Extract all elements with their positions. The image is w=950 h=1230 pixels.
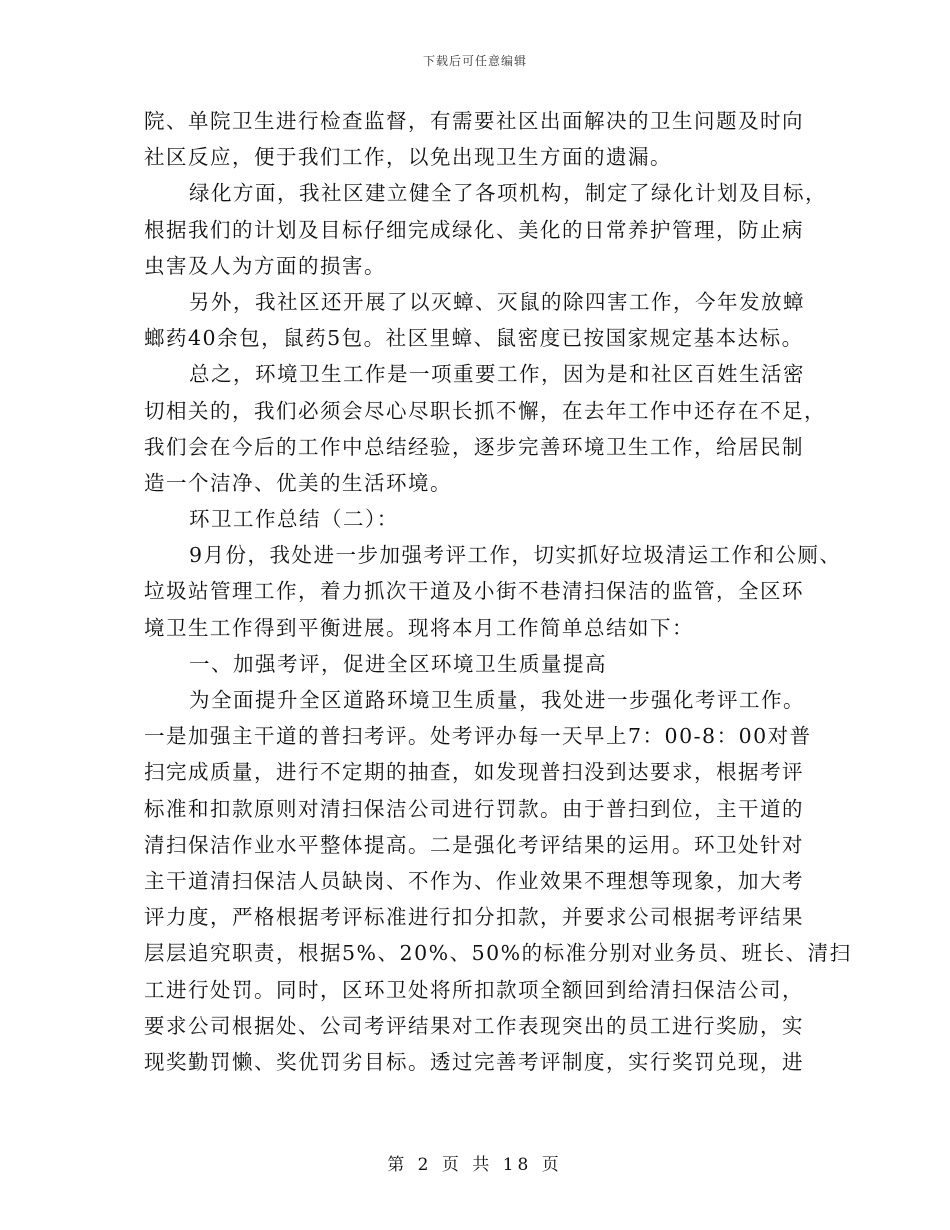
text-line: 切相关的，我们必须会尽心尽职长抓不懈，在去年工作中还存在不足， — [144, 398, 826, 423]
text-line: 9月份，我处进一步加强考评工作，切实抓好垃圾清运工作和公厕、 — [189, 543, 842, 568]
text-line: 根据我们的计划及目标仔细完成绿化、美化的日常养护管理，防止病 — [144, 217, 804, 242]
text-line: 现奖勤罚懒、奖优罚劣目标。透过完善考评制度，实行奖罚兑现，进 — [144, 1049, 804, 1074]
body-text — [144, 103, 852, 1080]
text-line: 螂药40余包，鼠药5包。社区里蟑、鼠密度已按国家规定基本达标。 — [144, 326, 804, 351]
text-line: 评力度，严格根据考评标准进行扣分扣款，并要求公司根据考评结果 — [144, 905, 804, 930]
text-line: 扫完成质量，进行不定期的抽查，如发现普扫没到达要求，根据考评 — [144, 760, 804, 785]
text-line: 为全面提升全区道路环境卫生质量，我处进一步强化考评工作。 — [189, 688, 805, 712]
text-line: 社区反应，便于我们工作，以免出现卫生方面的遗漏。 — [144, 145, 672, 170]
text-line: 垃圾站管理工作，着力抓次干道及小街不巷清扫保洁的监管，全区环 — [144, 579, 804, 604]
text-line: 虫害及人为方面的损害。 — [144, 253, 386, 278]
text-line: 要求公司根据处、公司考评结果对工作表现突出的员工进行奖励，实 — [144, 1013, 804, 1038]
text-line: 一、加强考评，促进全区环境卫生质量提高 — [189, 651, 607, 676]
text-line: 清扫保洁作业水平整体提高。二是强化考评结果的运用。环卫处针对 — [144, 832, 804, 857]
text-line: 造一个洁净、优美的生活环境。 — [144, 470, 452, 495]
text-line: 境卫生工作得到平衡进展。现将本月工作简单总结如下： — [144, 615, 694, 640]
text-line: 另外，我社区还开展了以灭蟑、灭鼠的除四害工作，今年发放蟑 — [189, 289, 805, 314]
text-line: 院、单院卫生进行检查监督，有需要社区出面解决的卫生问题及时向 — [144, 109, 804, 133]
text-line: 总之，环境卫生工作是一项重要工作，因为是和社区百姓生活密 — [189, 362, 805, 387]
text-line: 主干道清扫保洁人员缺岗、不作为、作业效果不理想等现象，加大考 — [144, 868, 804, 893]
text-line: 我们会在今后的工作中总结经验，逐步完善环境卫生工作，给居民制 — [144, 434, 804, 459]
page-footer: 第 2 页 共 18 页 — [387, 1155, 563, 1175]
text-line: 标准和扣款原则对清扫保洁公司进行罚款。由于普扫到位，主干道的 — [144, 796, 804, 821]
text-line: 一是加强主干道的普扫考评。处考评办每一天早上7：00-8：00对普 — [144, 724, 812, 749]
text-line: 环卫工作总结（二）： — [189, 507, 399, 532]
header-note: 下载后可任意编辑 — [422, 54, 527, 68]
text-line: 层层追究职责，根据5%、20%、50%的标准分别对业务员、班长、清扫 — [144, 941, 852, 966]
text-line: 工进行处罚。同时，区环卫处将所扣款项全额回到给清扫保洁公司， — [144, 977, 804, 1002]
text-line: 绿化方面，我社区建立健全了各项机构，制定了绿化计划及目标， — [189, 181, 827, 206]
